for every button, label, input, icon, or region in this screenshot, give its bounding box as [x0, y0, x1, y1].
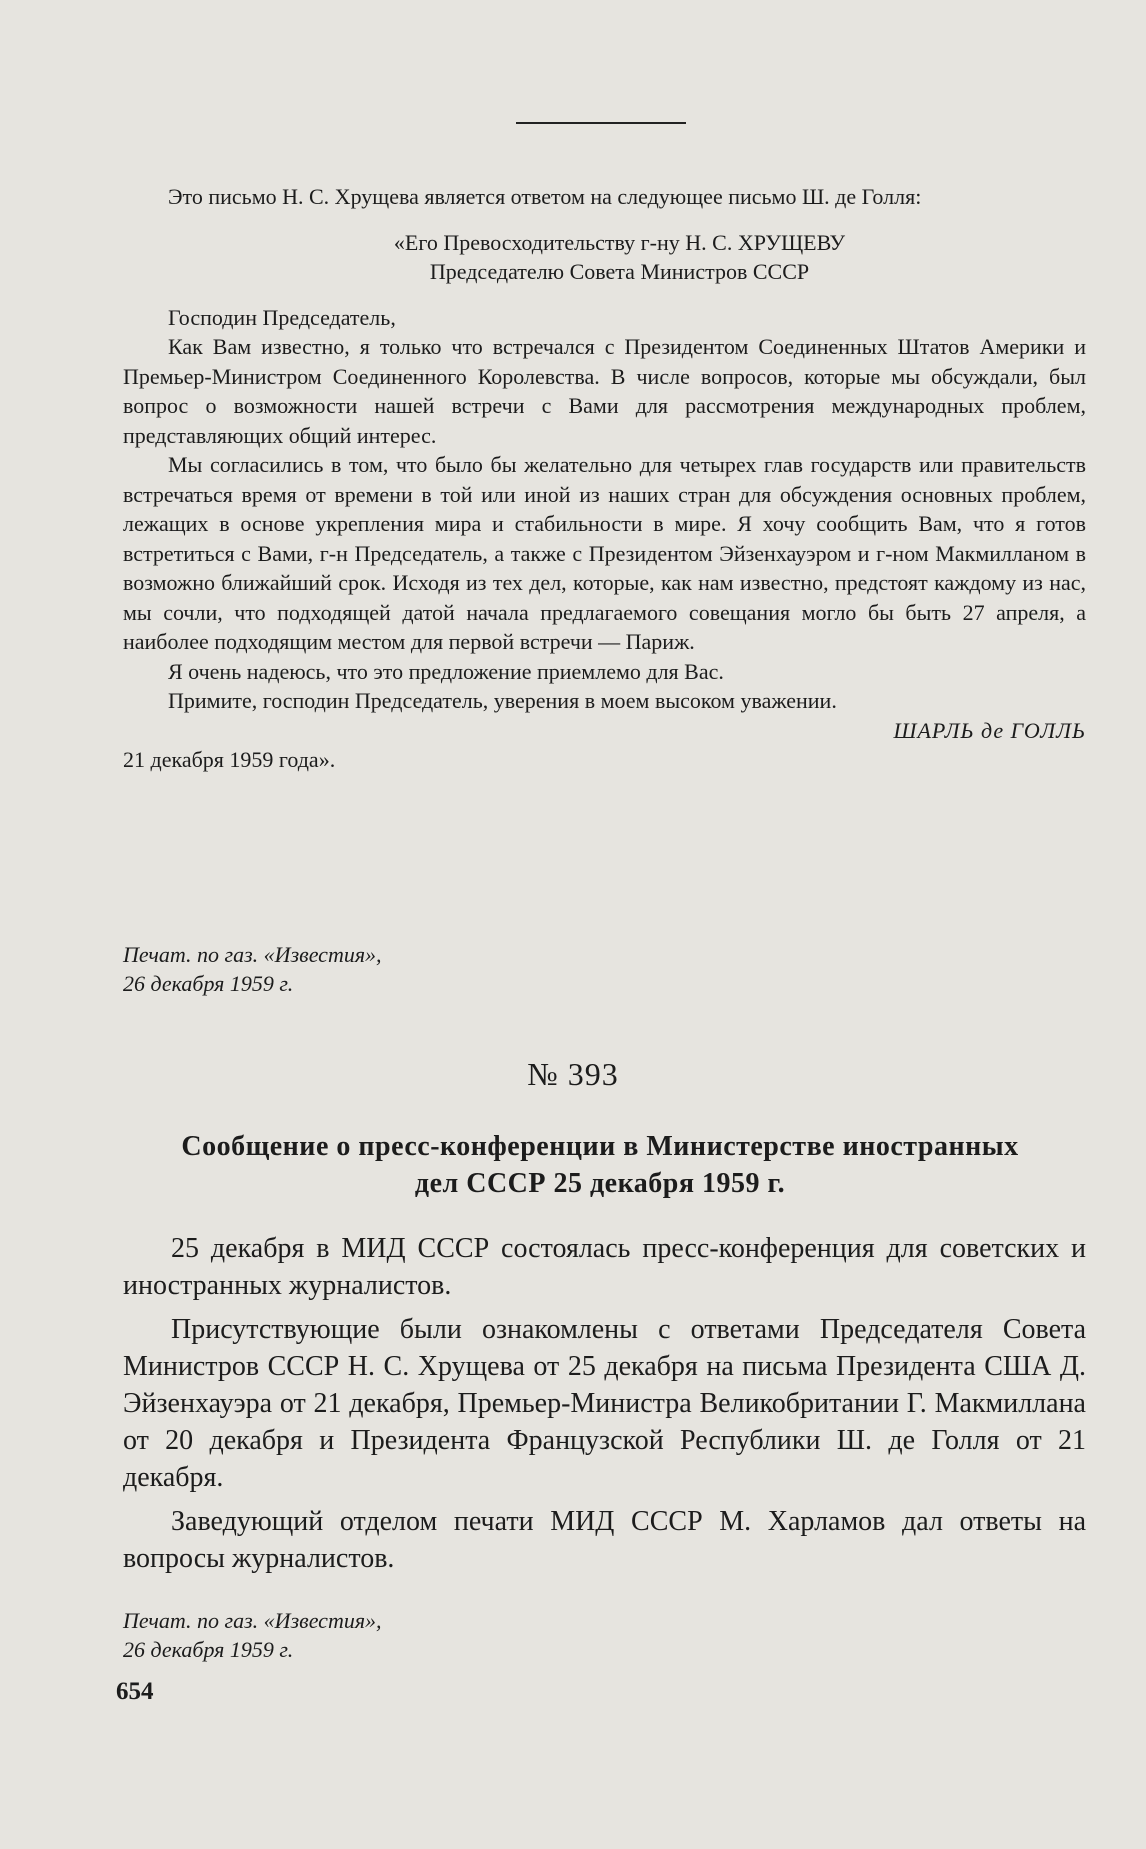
address-line-1: «Его Превосходительству г-ну Н. С. ХРУЩЕВУ	[393, 229, 846, 255]
letter-paragraph: Как Вам известно, я только что встречался с Президентом Соединенных Штатов Америки и Премьер-Министром Соединенного Королевства. В числе вопросов, которые мы обсуждали, был вопрос о возможности нашей встречи с Вами для рассмотрения международных проблем, представляющих общий интерес.	[123, 334, 1086, 448]
letter-paragraph: Мы согласились в том, что было бы желательно для четырех глав государств или правительств встречаться время от времени в той или иной из наших стран для обсуждения основных проблем, лежащих в основе укрепления мира и стабильности в мире. Я хочу сообщить Вам, что я готов встретиться с Вами, г-н Председатель, а также с Президентом Эйзенхауэром и г-ном Макмилланом в возможно ближайший срок. Исходя из тех дел, которые, как нам известно, предстоят каждому из нас, мы сочли, что подходящей датой начала предлагаемого совещания могло бы быть 27 апреля, а наиболее подходящим местом для первой встречи — Париж.	[123, 452, 1086, 654]
address-line-2: Председателю Совета Министров СССР	[429, 259, 810, 284]
letter-date: 21 декабря 1959 года».	[123, 747, 336, 772]
document-number: № 393	[527, 1056, 619, 1092]
source-note-1	[123, 940, 382, 998]
document-title: Сообщение о пресс-конференции в Министерстве иностранных дел СССР 25 декабря 1959 г.	[181, 1131, 1019, 1199]
body-paragraph: 25 декабря в МИД СССР состоялась пресс-конференция для советских и иностранных журналистов.	[123, 1233, 1086, 1301]
page-number: 654	[116, 1678, 154, 1705]
source-line: 26 декабря 1959 г.	[123, 1637, 294, 1662]
press-body	[123, 1230, 1086, 1584]
letter-block	[123, 182, 1086, 775]
intro-text: Это письмо Н. С. Хрущева является ответом на следующее письмо Ш. де Голля:	[168, 184, 922, 209]
salutation: Господин Председатель,	[168, 304, 396, 330]
signature: ШАРЛЬ де ГОЛЛЬ	[893, 717, 1086, 743]
letter-paragraph: Примите, господин Председатель, уверения в моем высоком уважении.	[168, 688, 837, 713]
source-line: Печат. по газ. «Известия»,	[123, 1608, 382, 1633]
source-note-2	[123, 1606, 382, 1664]
letter-paragraph: Я очень надеюсь, что это предложение приемлемо для Вас.	[168, 658, 724, 684]
body-paragraph: Заведующий отделом печати МИД СССР М. Харламов дал ответы на вопросы журналистов.	[123, 1506, 1086, 1574]
source-line: Печат. по газ. «Известия»,	[123, 942, 382, 967]
source-line: 26 декабря 1959 г.	[123, 971, 294, 996]
body-paragraph: Присутствующие были ознакомлены с ответами Председателя Совета Министров СССР Н. С. Хрущева от 25 декабря на письма Президента США Д. Эйзенхауэра от 21 декабря, Премьер-Министра Великобритании Г. Макмиллана от 20 декабря и Президента Французской Республики Ш. де Голля от 21 декабря.	[123, 1314, 1086, 1493]
top-rule	[516, 122, 686, 124]
